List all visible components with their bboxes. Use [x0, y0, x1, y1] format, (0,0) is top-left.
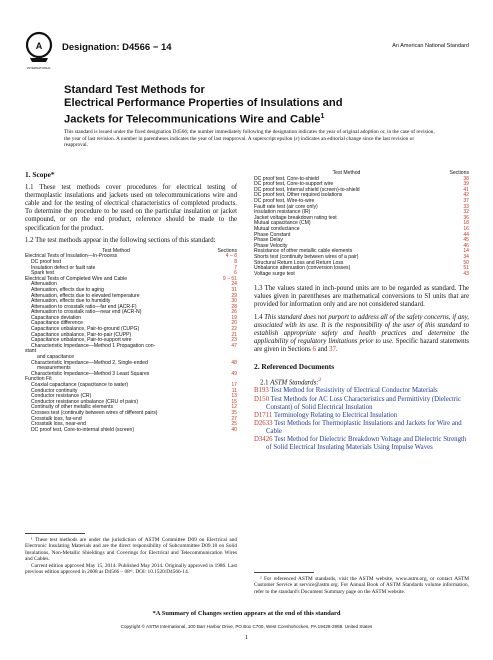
- section-link-37[interactable]: 37: [329, 345, 336, 353]
- test-method-label: DC proof test, Internal shield (screen)-to-shield: [254, 186, 360, 193]
- test-method-label: Capacitance unbalance, Pair-to-pair (CUPP): [31, 331, 132, 338]
- test-method-label: Fault rate test (air core only): [254, 203, 318, 210]
- footnote-2: [254, 572, 469, 595]
- test-method-label: DC proof test, Wire-to-wire: [254, 197, 315, 204]
- table-row: [25, 428, 237, 434]
- reference-item: [254, 387, 469, 395]
- reference-item: [254, 395, 469, 412]
- test-method-label: Insulation resistance (IR): [254, 209, 311, 216]
- issued-note: This standard is issued under the fixed designation D4566; the number immediately following the designation indicates the year of original adoption or, in the case of revision, the year of last revision. A number in parentheses indicates the year of last reapproval. A superscript epsilon (ε) indicates an editorial change since the last revision or reapproval.: [64, 129, 435, 149]
- section-link[interactable]: 36: [463, 214, 469, 221]
- section-link[interactable]: 51: [463, 265, 469, 272]
- astm-logo: [24, 30, 54, 72]
- section-link[interactable]: 41: [463, 186, 469, 193]
- test-method-label: Attenuation to crosstalk ratio—near end (ACR-N): [31, 309, 142, 316]
- test-method-label: Characteristic Impedance—Method 2, Single-ended: [31, 359, 148, 366]
- test-method-label: Resistance of other metallic cable elements: [254, 248, 353, 255]
- test-method-label: Capacitance deviation: [31, 314, 82, 321]
- reference-item: [254, 436, 469, 452]
- section-link[interactable]: 33: [463, 203, 469, 210]
- section-link[interactable]: 16: [463, 225, 469, 232]
- section-link[interactable]: 46: [463, 242, 469, 249]
- title-line-1: Standard Test Methods for: [64, 84, 205, 96]
- test-method-label: Structural Return Loss and Return Loss: [254, 259, 344, 266]
- test-method-label: Phase Velocity: [254, 242, 288, 249]
- svg-text:A: A: [35, 41, 43, 51]
- test-method-label: Characteristic Impedance—Method 1 Propagation con-: [31, 342, 156, 349]
- section-link[interactable]: 17: [231, 382, 237, 388]
- section-link[interactable]: 13: [231, 393, 237, 400]
- test-method-label: Voltage surge test: [254, 270, 295, 277]
- reference-title[interactable]: Test Methods for Thermoplastic Insulations and Jackets for Wire and Cable: [266, 419, 462, 435]
- section-link[interactable]: 43: [463, 270, 469, 277]
- svg-text:INTERNATIONAL: INTERNATIONAL: [27, 66, 51, 70]
- american-national-standard-label: An American National Standard: [392, 43, 469, 49]
- section-link[interactable]: 9 – 51: [222, 275, 237, 282]
- footnote-1-edition: Current edition approved May 15, 2014. Published May 2014. Originally approved in 1986. Last previous edition approved in 2008 as D4566 – 08ᵉ¹. DOI: 10.1520/D4566-14.: [25, 562, 237, 576]
- title-line-3: Jackets for Telecommunications Wire and Cable$^1$: [64, 113, 325, 126]
- section-link[interactable]: 38: [463, 175, 469, 182]
- section-link[interactable]: 35: [231, 409, 237, 416]
- test-method-label: Conductor continuity: [31, 387, 78, 394]
- test-method-label: Jacket voltage breakdown rating test: [254, 214, 337, 221]
- section-link[interactable]: 12: [231, 404, 237, 411]
- footnote-1-text: ¹ These test methods are under the jurisdiction of ASTM Committee D09 on Electrical and Electronic Insulating Materials and are the direct responsibility of Subcommittee D09.18 on Solid Insulations, Non-Metallic Shieldings and Coverings for Electrical and Telecommunication Wires and Cables.: [25, 537, 237, 563]
- test-method-label: Mutual conductance: [254, 225, 300, 232]
- test-method-label: and capacitance: [37, 354, 75, 361]
- test-method-label: Continuity of other metallic elements: [31, 404, 114, 411]
- footnote-rule: [25, 533, 85, 534]
- table-row: [254, 272, 469, 278]
- summary-of-changes-note: *A Summary of Changes section appears at the end of this standard: [152, 610, 341, 617]
- section-link[interactable]: 26: [231, 309, 237, 316]
- footnote-2-text: ² For referenced ASTM standards, visit the ASTM website, www.astm.org, or contact ASTM Customer Service at service@astm.org. For Annual Book of ASTM Standards volume information, refer to the standard's Document Summary page on the ASTM website.: [254, 576, 469, 595]
- section-link[interactable]: 30: [231, 298, 237, 305]
- astm-standards-subheading: 2.1 ASTM Standards:$^2$: [260, 377, 322, 387]
- reference-title[interactable]: Test Method for Dielectric Breakdown Voltage and Dielectric Strength of Solid Electrical Insulating Materials Using Impulse Waves: [266, 436, 467, 452]
- test-method-label: Coaxial capacitance (capacitance to water): [31, 382, 129, 388]
- section-link[interactable]: 18: [463, 220, 469, 227]
- test-method-label: Crosses test (continuity between wires of different pairs): [31, 409, 158, 416]
- reference-code-link[interactable]: D150: [254, 395, 270, 403]
- section-link[interactable]: 6: [234, 270, 237, 277]
- scope-heading: 1. Scope*: [25, 170, 55, 179]
- section-link[interactable]: 34: [463, 253, 469, 260]
- designation: Designation: D4566 − 14: [62, 42, 172, 53]
- test-method-label: Crosstalk loss, near-end: [31, 421, 86, 428]
- test-method-label: DC proof test, Core-to-support wire: [254, 181, 334, 188]
- test-method-label: Phase Constant: [254, 231, 291, 238]
- reference-code-link[interactable]: D1711: [254, 411, 273, 419]
- section-link[interactable]: 25: [231, 421, 237, 428]
- section-link[interactable]: 22: [231, 326, 237, 333]
- test-method-label: DC proof test, Core-to-internal shield (screen): [31, 426, 135, 433]
- reference-code-link[interactable]: B193: [254, 387, 269, 395]
- section-link[interactable]: 48: [231, 359, 237, 366]
- reference-item: [254, 419, 469, 436]
- scope-para-1-4: 1.4 This standard does not purport to address all of the safety concerns, if any, associated with its use. It is the responsibility of the user of this standard to establish appropriate safety and health practices and determine the applicability of regulatory limitations prior to use. Specific hazard statements are given in Sections 6 and 37.: [254, 313, 470, 353]
- test-method-table-right: [254, 171, 469, 277]
- section-link[interactable]: 37: [463, 197, 469, 204]
- section-link[interactable]: 31: [231, 286, 237, 293]
- test-method-label: DC proof test, Other required isolations: [254, 192, 343, 199]
- section-link[interactable]: 19: [231, 314, 237, 321]
- section-link[interactable]: 40: [231, 426, 237, 433]
- column-header-method: Test Method: [102, 247, 130, 254]
- test-method-label: Capacitance unbalance, Pair-to-ground (CUPG): [31, 326, 140, 333]
- reference-title[interactable]: Test Method for Resistivity of Electrical Conductor Materials: [268, 387, 438, 395]
- section-link[interactable]: 11: [231, 387, 237, 394]
- section-link[interactable]: 8: [234, 258, 237, 265]
- section-link[interactable]: 44: [463, 231, 469, 238]
- left-column: [25, 171, 237, 433]
- reference-code-link[interactable]: D3426: [254, 436, 273, 444]
- scope-para-1-1: 1.1 These test methods cover procedures for electrical testing of thermoplastic insulations and jackets used on telecommunications wire and cable and for the testing of electrical characteristics of completed products. To determine the procedure to be used on the particular insulation or jacket compound, or on the end product, reference should be made to the specification for the product.: [25, 184, 237, 232]
- section-link[interactable]: 14: [463, 248, 469, 255]
- copyright-line: Copyright © ASTM International, 100 Barr Harbor Drive, PO Box C700, West Conshohocken, PA 19428-2959. United States: [120, 624, 373, 629]
- test-method-label: Shorts test (continuity between wires of a pair): [254, 253, 359, 260]
- test-method-label: Electrical Tests of Completed Wire and Cable: [25, 275, 128, 282]
- test-method-label: stant: [25, 348, 37, 355]
- section-link[interactable]: 32: [463, 209, 469, 216]
- right-column: [254, 171, 469, 452]
- section-link[interactable]: 24: [231, 281, 237, 288]
- section-link[interactable]: 4 – 8: [225, 253, 237, 260]
- section-link[interactable]: 49: [231, 370, 237, 377]
- test-method-label: Attenuation, effects due to humidity: [31, 298, 111, 305]
- test-method-label: DC proof test, Core-to-shield: [254, 175, 319, 182]
- test-method-label: Function Fit: [25, 376, 52, 383]
- scope-para-1-3: 1.3 The values stated in inch-pound units are to be regarded as standard. The values given in parentheses are mathematical conversions to SI units that are provided for information only and are not considered standard.: [254, 285, 469, 309]
- section-link[interactable]: 39: [463, 181, 469, 188]
- section-link[interactable]: 15: [231, 398, 237, 405]
- test-method-label: Mutual capacitance (CM): [254, 220, 311, 227]
- test-method-table-left: [25, 249, 237, 434]
- test-method-label: Conductor resistance unbalance (CRU of pairs): [31, 398, 139, 405]
- test-method-label: Spark test: [31, 270, 54, 277]
- reference-title[interactable]: Terminology Relating to Electrical Insulation: [272, 411, 398, 419]
- test-method-label: Attenuation: [31, 281, 57, 288]
- page-number: 1: [244, 634, 249, 641]
- column-header-sections: Sections: [449, 170, 469, 176]
- document-title: [64, 84, 404, 127]
- test-method-label: Conductor resistance (CR): [31, 393, 92, 400]
- test-method-label: Attenuation, effects due to elevated temperature: [31, 292, 140, 299]
- test-method-label: Attenuation, effects due to aging: [31, 286, 104, 293]
- test-method-label: Attenuation to crosstalk ratio—far end (ACR-F): [31, 303, 137, 310]
- title-line-2: Electrical Performance Properties of Insulations and: [64, 97, 343, 109]
- test-method-label: Electrical Tests of Insulation—In-Process: [25, 253, 118, 260]
- test-method-label: Capacitance difference: [31, 320, 84, 327]
- test-method-label: Phase Delay: [254, 237, 283, 244]
- section-link[interactable]: 21: [231, 331, 237, 338]
- column-header-sections: Sections: [217, 247, 237, 254]
- column-header-method: Test Method: [332, 170, 361, 176]
- test-method-label: Unbalance attenuation (conversion losses): [254, 265, 351, 272]
- reference-item: [254, 411, 469, 420]
- test-method-label: Characteristic Impedance—Method 3 Least Squares: [31, 370, 150, 377]
- section-link[interactable]: 23: [231, 337, 237, 344]
- section-link[interactable]: 50: [463, 259, 469, 266]
- section-link-6[interactable]: 6: [312, 345, 316, 353]
- reference-code-link[interactable]: D2633: [254, 419, 273, 427]
- section-link[interactable]: 20: [231, 320, 237, 327]
- referenced-documents-heading: 2. Referenced Documents: [254, 362, 335, 372]
- references-list: [254, 376, 469, 452]
- footnote-1: [25, 533, 237, 575]
- scope-para-1-2: 1.2 The test methods appear in the following sections of this standard:: [25, 236, 216, 244]
- test-method-label: Insulation defect or fault rate: [31, 264, 96, 271]
- test-method-label: DC proof test: [31, 258, 62, 265]
- section-link[interactable]: 42: [463, 192, 469, 199]
- test-method-label: measurements: [37, 365, 71, 372]
- footnote-rule: [254, 572, 314, 573]
- section-link[interactable]: 45: [463, 237, 469, 244]
- section-link[interactable]: 47: [231, 342, 237, 349]
- test-method-label: Crosstalk loss, far-end: [31, 415, 82, 422]
- section-link[interactable]: 7: [234, 264, 237, 271]
- section-link[interactable]: 29: [231, 292, 237, 299]
- test-method-label: Capacitance unbalance, Pair-to-support wire: [31, 337, 132, 344]
- section-link[interactable]: 27: [231, 415, 237, 422]
- section-link[interactable]: 28: [231, 303, 237, 310]
- reference-title[interactable]: Test Methods for AC Loss Characteristics and Permittivity (Dielectric Constant) of Solid Electrical Insulation: [266, 395, 461, 411]
